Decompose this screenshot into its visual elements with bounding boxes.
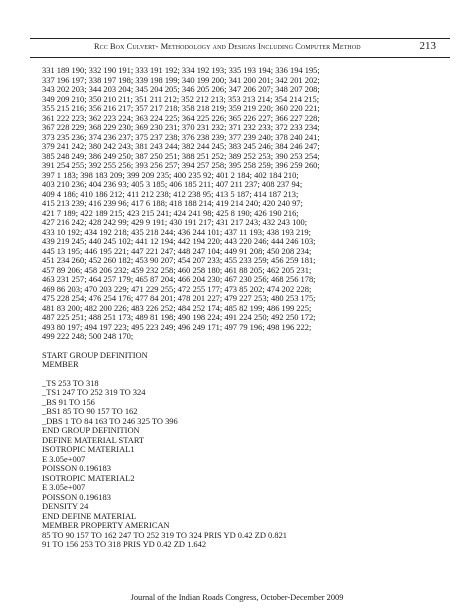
member-list-line: 493 80 197; 494 197 223; 495 223 249; 496 249 171; 497 79 196; 498 196 222; xyxy=(42,321,312,332)
group-and-material-definitions xyxy=(42,379,450,550)
member-list-line: 403 210 236; 404 236 93; 405 3 185; 406 185 211; 407 211 237; 408 237 94; xyxy=(42,179,303,189)
definition-line: DENSITY 24 xyxy=(42,501,89,511)
member-list-line: 469 86 203; 470 203 229; 471 229 255; 472 255 177; 473 85 202; 474 202 228; xyxy=(42,283,312,294)
member-list-line: 343 202 203; 344 203 204; 345 204 205; 346 205 206; 347 206 207; 348 207 208; xyxy=(42,84,320,94)
member-list-line: 475 228 254; 476 254 176; 477 84 201; 478 201 227; 479 227 253; 480 253 175; xyxy=(42,293,316,303)
member-list-line: 361 222 223; 362 223 224; 363 224 225; 364 225 226; 365 226 227; 366 227 228; xyxy=(42,112,320,123)
journal-footer: Journal of the Indian Roads Congress, October-December 2009 xyxy=(130,593,344,602)
definition-line: ISOTROPIC MATERIAL2 xyxy=(42,472,135,483)
member-list-line: 409 4 186; 410 186 212; 411 212 238; 412 238 95; 413 5 187; 414 187 213; xyxy=(42,188,299,199)
member-list-line: 457 89 206; 458 206 232; 459 232 258; 460 258 180; 461 88 205; 462 205 231; xyxy=(42,264,312,275)
member-list-line: 499 222 248; 500 248 170; xyxy=(42,331,134,341)
member-list-line: 367 228 229; 368 229 230; 369 230 231; 370 231 232; 371 232 233; 372 233 234; xyxy=(42,122,320,132)
member-list-line: 349 209 210; 350 210 211; 351 211 212; 352 212 213; 353 213 214; 354 214 215; xyxy=(42,93,320,104)
member-list-line: 439 219 245; 440 245 102; 441 12 194; 442 194 220; 443 220 246; 444 246 103; xyxy=(42,236,316,246)
member-list-line: 331 189 190; 332 190 191; 333 191 192; 334 192 193; 335 193 194; 336 194 195; xyxy=(42,65,320,75)
member-list-line: 379 241 242; 380 242 243; 381 243 244; 382 244 245; 383 245 246; 384 246 247; xyxy=(42,141,320,151)
definition-line: E 3.05e+007 xyxy=(42,453,86,464)
member-list-line: 433 10 192; 434 192 218; 435 218 244; 436 244 101; 437 11 193; 438 193 219; xyxy=(42,226,311,237)
member-list-line: 415 213 239; 416 239 96; 417 6 188; 418 188 214; 419 214 240; 420 240 97; xyxy=(42,198,303,208)
member-list-line: 421 7 189; 422 189 215; 423 215 241; 424 241 98; 425 8 190; 426 190 216; xyxy=(42,207,299,218)
member-list-line: 355 215 216; 356 216 217; 357 217 218; 358 218 219; 359 219 220; 360 220 221; xyxy=(42,103,320,113)
definition-line: _BS1 85 TO 90 157 TO 162 xyxy=(42,406,138,416)
definition-line: E 3.05e+007 xyxy=(42,482,86,492)
member-list-line: 337 196 197; 338 197 198; 339 198 199; 340 199 200; 341 200 201; 342 201 202; xyxy=(42,74,320,85)
member-list-line: 451 234 260; 452 260 182; 453 90 207; 454 207 233; 455 233 259; 456 259 181; xyxy=(42,255,316,265)
member-list-line: 481 83 200; 482 200 226; 483 226 252; 484 252 174; 485 82 199; 486 199 225; xyxy=(42,302,312,313)
member-list-line: 397 1 183; 398 183 209; 399 209 235; 400 235 92; 401 2 184; 402 184 210; xyxy=(42,169,299,180)
member-list-line: 385 248 249; 386 249 250; 387 250 251; 388 251 252; 389 252 253; 390 253 254; xyxy=(42,150,320,161)
member-list-line: 391 254 255; 392 255 256; 393 256 257; 394 257 258; 395 258 259; 396 259 260; xyxy=(42,160,320,170)
group-line: START GROUP DEFINITION xyxy=(42,349,148,360)
running-header xyxy=(30,38,450,58)
definition-line: 91 TO 156 253 TO 318 PRIS YD 0.42 ZD 1.642 xyxy=(42,539,207,549)
member-list-line: 373 235 236; 374 236 237; 375 237 238; 376 238 239; 377 239 240; 378 240 241; xyxy=(42,131,320,142)
definition-line: POISSON 0.196183 xyxy=(42,463,111,473)
running-header-title: Rcc Box Culvert- Methodology and Designs Including Computer Method xyxy=(94,42,361,51)
definition-line: MEMBER PROPERTY AMERICAN xyxy=(42,520,170,530)
member-list-line: 487 225 251; 488 251 173; 489 81 198; 490 198 224; 491 224 250; 492 250 172; xyxy=(42,312,316,322)
definition-line: ISOTROPIC MATERIAL1 xyxy=(42,444,135,454)
group-line: MEMBER xyxy=(42,359,79,369)
page-number: 213 xyxy=(419,40,436,52)
member-list-line: 427 216 242; 428 242 99; 429 9 191; 430 191 217; 431 217 243; 432 243 100; xyxy=(42,217,308,227)
definition-line: _BS 91 TO 156 xyxy=(42,396,95,407)
page-body xyxy=(42,66,450,550)
member-list-line: 445 13 195; 446 195 221; 447 221 247; 448 247 104; 449 91 208; 450 208 234; xyxy=(42,245,312,256)
definition-line: END DEFINE MATERIAL xyxy=(42,510,137,521)
definition-line: END GROUP DEFINITION xyxy=(42,425,140,435)
member-incidence-list xyxy=(42,66,450,342)
definition-line: _DBS 1 TO 84 163 TO 246 325 TO 396 xyxy=(42,415,178,426)
definition-line: _TS 253 TO 318 xyxy=(42,377,99,388)
definition-line: DEFINE MATERIAL START xyxy=(42,434,145,445)
group-definition-heading xyxy=(42,351,450,370)
section-gap xyxy=(42,370,450,379)
definition-line: POISSON 0.196183 xyxy=(42,491,111,502)
member-list-line: 463 231 257; 464 257 179; 465 87 204; 466 204 230; 467 230 256; 468 256 178; xyxy=(42,274,316,284)
definition-line: 85 TO 90 157 TO 162 247 TO 252 319 TO 324 PRIS YD 0.42 ZD 0.821 xyxy=(42,529,288,540)
definition-line: _TS1 247 TO 252 319 TO 324 xyxy=(42,387,146,397)
